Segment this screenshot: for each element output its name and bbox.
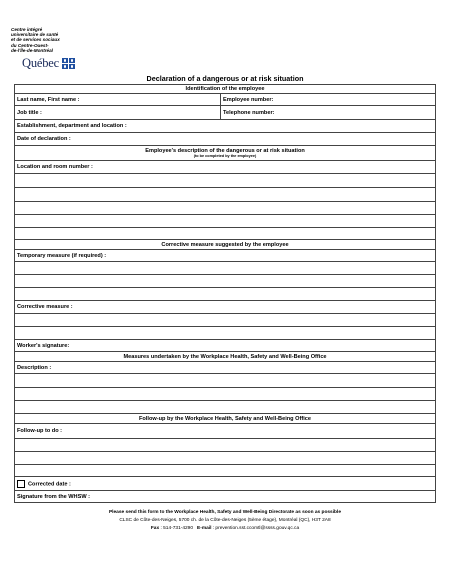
organization-logo <box>11 27 81 53</box>
declaration-form <box>14 84 436 503</box>
organization-name <box>11 27 81 53</box>
blank-line[interactable] <box>15 228 436 240</box>
blank-line[interactable] <box>15 439 436 452</box>
org-line: Centre intégré <box>11 27 43 32</box>
org-line: du Centre-Ouest- <box>11 42 49 48</box>
description-header-sub: (to be completed by the employee) <box>193 154 257 158</box>
blank-line[interactable] <box>15 275 436 288</box>
blank-line[interactable] <box>15 327 436 340</box>
footer-contact <box>0 526 450 531</box>
email-label: E-mail <box>197 526 212 531</box>
followup-to-do-field[interactable]: Follow-up to do : <box>15 424 436 439</box>
fax-number: : 514-731-4290 <box>160 526 194 531</box>
measures-description-field[interactable]: Description : <box>15 362 436 374</box>
followup-header: Follow-up by the Workplace Health, Safety and Well-Being Office <box>15 414 436 424</box>
date-of-declaration-field[interactable]: Date of declaration : <box>15 133 436 146</box>
blank-line[interactable] <box>15 388 436 401</box>
org-line: et de services sociaux <box>11 37 60 43</box>
corrective-suggested-header: Corrective measure suggested by the employee <box>15 240 436 250</box>
description-header <box>15 146 436 161</box>
measures-header: Measures undertaken by the Workplace Health, Safety and Well-Being Office <box>15 352 436 362</box>
workers-signature-field[interactable]: Worker's signature: <box>15 340 436 352</box>
blank-line[interactable] <box>15 262 436 275</box>
employee-number-field[interactable]: Employee number: <box>221 94 436 106</box>
blank-line[interactable] <box>15 202 436 215</box>
org-line: de-l'Île-de-Montréal <box>11 47 53 53</box>
blank-line[interactable] <box>15 188 436 202</box>
corrected-date-checkbox[interactable] <box>17 480 25 488</box>
quebec-wordmark: Québec <box>22 56 59 70</box>
identification-header: Identification of the employee <box>15 85 436 94</box>
corrected-date-row <box>15 477 436 491</box>
establishment-field[interactable]: Establishment, department and location : <box>15 120 436 133</box>
quebec-brand <box>22 56 75 71</box>
blank-line[interactable] <box>15 314 436 327</box>
signature-whsw-field[interactable]: Signature from the WHSW : <box>15 491 436 503</box>
form-title: Declaration of a dangerous or at risk situation <box>146 74 304 83</box>
footer-address: CLSC de Côte-des-Neiges, 5700 ch. de la Côte-des-Neiges (5ème étage), Montréal (QC), H3T 2A8 <box>119 518 331 523</box>
last-first-name-field[interactable]: Last name, First name : <box>15 94 221 106</box>
blank-line[interactable] <box>15 401 436 414</box>
description-header-title: Employee's description of the dangerous or at risk situation <box>145 148 305 154</box>
corrected-date-label: Corrected date : <box>28 480 71 487</box>
job-title-field[interactable]: Job title : <box>15 106 221 120</box>
location-room-field[interactable]: Location and room number : <box>15 161 436 174</box>
org-line: universitaire de santé <box>11 32 59 38</box>
blank-line[interactable] <box>15 288 436 301</box>
blank-line[interactable] <box>15 215 436 228</box>
blank-line[interactable] <box>15 452 436 465</box>
email-address[interactable]: : prevention.sst.ccomtl@ssss.gouv.qc.ca <box>212 526 300 531</box>
footer-instruction: Please send this form to the Workplace Health, Safety and Well-Being Directorate as soon as possible <box>108 510 341 515</box>
blank-line[interactable] <box>15 374 436 388</box>
quebec-flag-icon <box>62 58 75 69</box>
fax-label: Fax <box>150 526 160 531</box>
corrective-measure-field[interactable]: Corrective measure : <box>15 301 436 314</box>
telephone-number-field[interactable]: Telephone number: <box>221 106 436 120</box>
temporary-measure-field[interactable]: Temporary measure (if required) : <box>15 250 436 262</box>
blank-line[interactable] <box>15 174 436 188</box>
blank-line[interactable] <box>15 465 436 477</box>
